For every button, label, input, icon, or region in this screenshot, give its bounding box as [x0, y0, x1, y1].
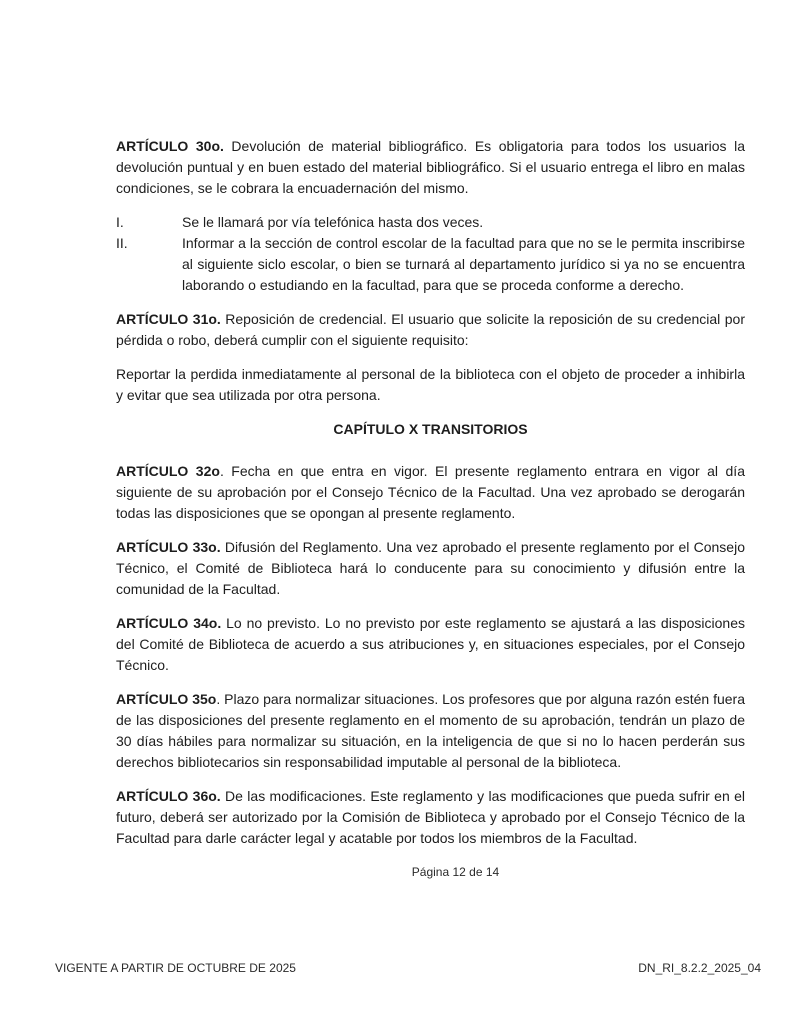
footer-document-code: DN_RI_8.2.2_2025_04	[638, 961, 761, 975]
article-30-text: Devolución de material bibliográfico. Es obligatoria para todos los usuarios la devolución puntual y en buen estado del material bibliográfico. Si el usuario entrega el libro en malas condiciones, se le cobrara la encuadernación del mismo.	[116, 138, 745, 196]
article-34-text: Lo no previsto. Lo no previsto por este reglamento se ajustará a las disposiciones del Comité de Biblioteca de acuerdo a sus atribuciones y, en situaciones especiales, por el Consejo Técnico.	[116, 615, 745, 673]
article-34-paragraph	[116, 613, 745, 676]
article-35-paragraph	[116, 689, 745, 773]
article-32-text: . Fecha en que entra en vigor. El presente reglamento entrara en vigor al día siguiente de su aprobación por el Consejo Técnico de la Facultad. Una vez aprobado se derogarán todas las disposiciones que se opongan al presente reglamento.	[116, 463, 745, 521]
article-33-paragraph	[116, 537, 745, 600]
list-item	[116, 212, 745, 233]
article-34-label: ARTÍCULO 34o.	[116, 615, 222, 631]
list-item-text: Informar a la sección de control escolar de la facultad para que no se le permita inscribirse al siguiente siclo escolar, o bien se turnará al departamento jurídico si ya no se encuentra laborando o estudiando en la facultad, para que se proceda conforme a derecho.	[182, 235, 745, 293]
article-32-paragraph	[116, 461, 745, 524]
page-footer	[55, 961, 761, 975]
article-31-label: ARTÍCULO 31o.	[116, 311, 221, 327]
article-30-label: ARTÍCULO 30o.	[116, 138, 224, 154]
list-item-numeral: II.	[116, 235, 128, 251]
list-item	[116, 233, 745, 296]
article-35-label: ARTÍCULO 35o	[116, 691, 217, 707]
document-body	[116, 136, 745, 883]
article-36-paragraph	[116, 786, 745, 849]
article-36-label: ARTÍCULO 36o.	[116, 788, 221, 804]
article-35-text: . Plazo para normalizar situaciones. Los profesores que por alguna razón estén fuera de las disposiciones del presente reglamento en el momento de su aprobación, tendrán un plazo de 30 días hábiles para normalizar su situación, en la inteligencia de que si no lo hacen perderán sus derechos bibliotecarios sin responsabilidad imputable al personal de la biblioteca.	[116, 691, 745, 770]
article-33-text: Difusión del Reglamento. Una vez aprobado el presente reglamento por el Consejo Técnico, el Comité de Biblioteca hará lo conducente para su conocimiento y difusión entre la comunidad de la Facultad.	[116, 539, 745, 597]
report-loss-paragraph: Reportar la perdida inmediatamente al personal de la biblioteca con el objeto de proceder a inhibirla y evitar que sea utilizada por otra persona.	[116, 366, 745, 403]
footer-effective-date: VIGENTE A PARTIR DE OCTUBRE DE 2025	[55, 961, 296, 975]
article-31-paragraph	[116, 309, 745, 351]
list-item-text: Se le llamará por vía telefónica hasta dos veces.	[182, 214, 484, 230]
article-31-text: Reposición de credencial. El usuario que solicite la reposición de su credencial por pérdida o robo, deberá cumplir con el siguiente requisito:	[116, 311, 745, 348]
list-item-numeral: I.	[116, 214, 124, 230]
page-number: Página 12 de 14	[411, 865, 500, 879]
roman-numeral-list	[116, 212, 745, 296]
article-33-label: ARTÍCULO 33o.	[116, 539, 221, 555]
article-36-text: De las modificaciones. Este reglamento y las modificaciones que pueda sufrir en el futuro, deberá ser autorizado por la Comisión de Biblioteca y aprobado por el Consejo Técnico de la Facultad para darle carácter legal y acatable por todos los miembros de la Facultad.	[116, 788, 745, 846]
chapter-heading: CAPÍTULO X TRANSITORIOS	[333, 421, 528, 437]
article-30-paragraph	[116, 136, 745, 199]
article-32-label: ARTÍCULO 32o	[116, 463, 220, 479]
